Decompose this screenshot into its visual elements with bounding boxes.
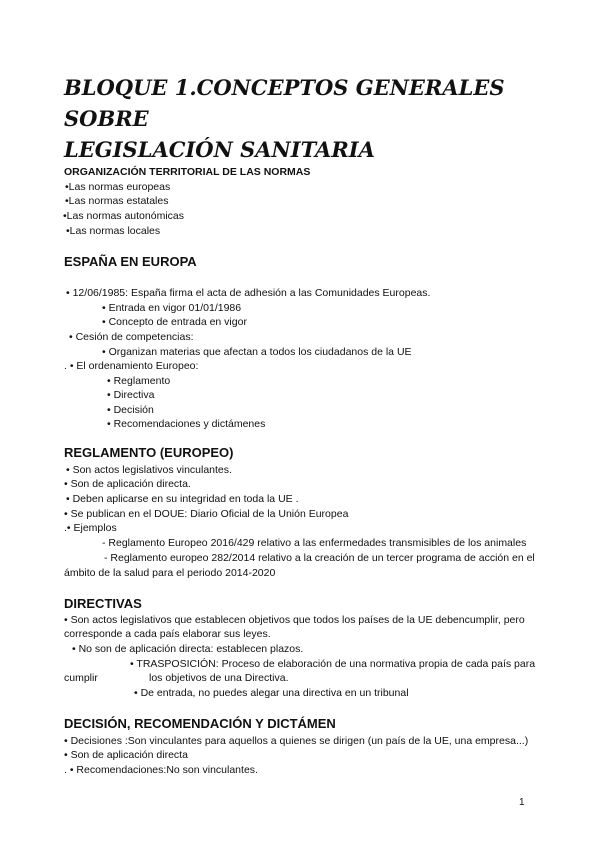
list-item: •Las normas estatales <box>65 195 169 207</box>
list-item: •Las normas autonómicas <box>63 210 184 222</box>
list-item: • Entrada en vigor 01/01/1986 <box>102 302 242 314</box>
list-item: • Cesión de competencias: <box>69 331 194 343</box>
list-item: • Son de aplicación directa. <box>64 478 191 490</box>
list-item: • Concepto de entrada en vigor <box>102 316 247 328</box>
list-item: • Son de aplicación directa <box>64 749 188 761</box>
list-item: • Organizan materias que afectan a todos los ciudadanos de la UE <box>102 346 412 358</box>
list-item: • Son actos legislativos que establecen objetivos que todos los países de la UE debencumplir, pero <box>64 614 525 626</box>
title-line-2: LEGISLACIÓN SANITARIA <box>64 137 375 162</box>
list-item: • 12/06/1985: España firma el acta de adhesión a las Comunidades Europeas. <box>66 287 431 299</box>
list-item: • Decisiones :Son vinculantes para aquellos a quienes se dirigen (un país de la UE, una empresa...) <box>64 735 529 747</box>
list-item: • No son de aplicación directa: establecen plazos. <box>72 643 304 655</box>
list-item: • Directiva <box>107 389 155 401</box>
list-item: los objetivos de una Directiva. <box>149 672 289 684</box>
section-heading-espana-europa: ESPAÑA EN EUROPA <box>64 254 197 269</box>
list-item: cumplir <box>64 672 98 684</box>
list-item: •Las normas europeas <box>65 181 171 193</box>
list-item: • Decisión <box>107 404 154 416</box>
section-heading-organizacion: ORGANIZACIÓN TERRITORIAL DE LAS NORMAS <box>64 166 311 178</box>
list-item: • Se publican en el DOUE: Diario Oficial de la Unión Europea <box>64 508 349 520</box>
list-item: • Son actos legislativos vinculantes. <box>66 464 232 476</box>
list-item: •Las normas locales <box>66 225 161 237</box>
list-item: • Reglamento <box>107 375 171 387</box>
title-line-1: BLOQUE 1.CONCEPTOS GENERALES SOBRE <box>64 75 505 131</box>
list-item: . • El ordenamiento Europeo: <box>64 360 199 372</box>
list-item: • Recomendaciones y dictámenes <box>107 418 266 430</box>
section-heading-decision: DECISIÓN, RECOMENDACIÓN Y DICTÁMEN <box>64 716 336 731</box>
list-item: corresponde a cada país elaborar sus leyes. <box>64 628 271 640</box>
list-item: • Deben aplicarse en su integridad en toda la UE . <box>66 493 299 505</box>
page-number: 1 <box>519 797 525 808</box>
list-item: . • Recomendaciones:No son vinculantes. <box>64 764 258 776</box>
list-item: - Reglamento europeo 282/2014 relativo a la creación de un tercer programa de acción en el <box>104 552 535 564</box>
list-item: ámbito de la salud para el periodo 2014-2020 <box>64 567 276 579</box>
list-item: - Reglamento Europeo 2016/429 relativo a las enfermedades transmisibles de los animales <box>102 537 527 549</box>
section-heading-directivas: DIRECTIVAS <box>64 596 142 611</box>
list-item: .• Ejemplos <box>64 522 117 534</box>
page-title <box>64 72 564 165</box>
list-item: • TRASPOSICIÓN: Proceso de elaboración de una normativa propia de cada país para <box>130 658 536 670</box>
list-item: • De entrada, no puedes alegar una directiva en un tribunal <box>134 687 409 699</box>
section-heading-reglamento: REGLAMENTO (EUROPEO) <box>64 445 234 460</box>
